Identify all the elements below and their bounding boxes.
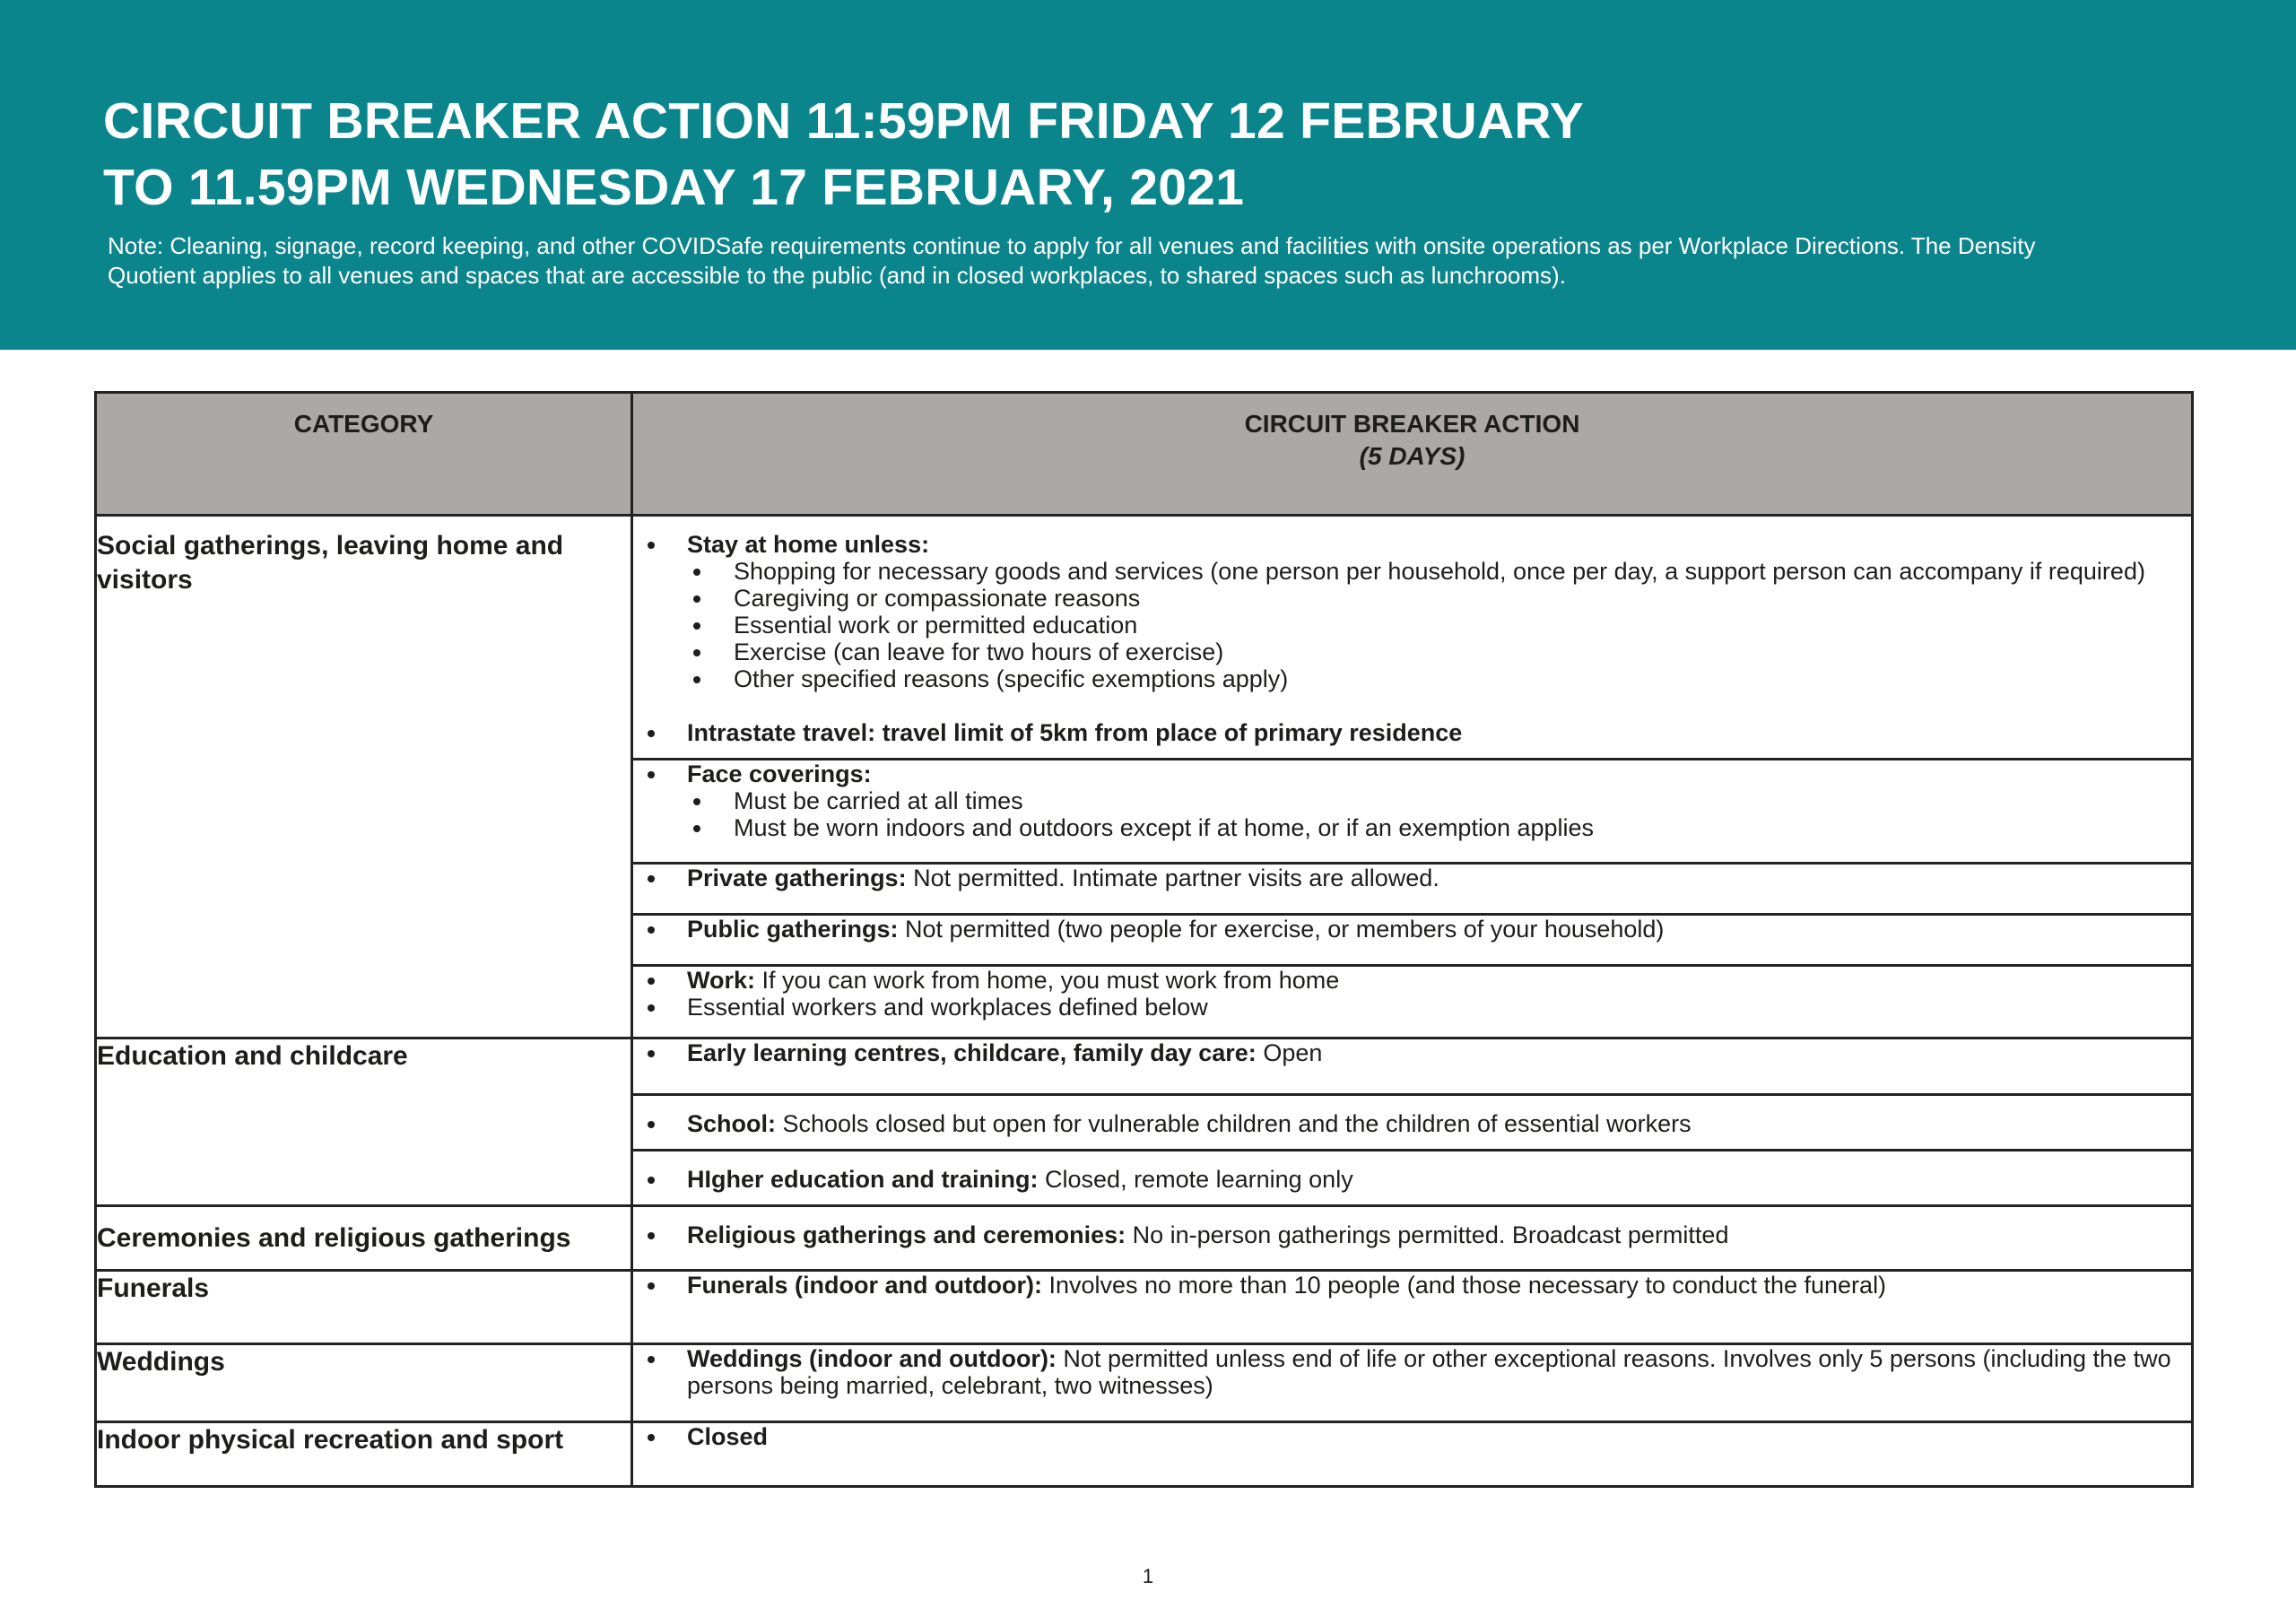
category-funerals: Funerals — [96, 1271, 632, 1344]
list-item: Shopping for necessary goods and services (one person per household, once per day, a support person can accompany if required) — [633, 558, 2191, 585]
list-item: Religious gatherings and ceremonies: No in-person gatherings permitted. Broadcast permitted — [633, 1221, 2191, 1248]
list-item: Funerals (indoor and outdoor): Involves no more than 10 people (and those necessary to conduct the funeral) — [633, 1272, 2191, 1299]
table-header-row — [96, 393, 2193, 516]
list-item: Work: If you can work from home, you must work from home — [633, 967, 2191, 994]
list-item: Early learning centres, childcare, family day care: Open — [633, 1039, 2191, 1066]
page-title — [103, 88, 1584, 221]
list-item: Private gatherings: Not permitted. Intimate partner visits are allowed. — [633, 865, 2191, 891]
list-item: Caregiving or compassionate reasons — [633, 585, 2191, 612]
category-education: Education and childcare — [96, 1038, 632, 1206]
table-row — [96, 1206, 2193, 1271]
action-early-learning — [632, 1038, 2193, 1095]
list-item: Exercise (can leave for two hours of exercise) — [633, 639, 2191, 665]
action-weddings — [632, 1344, 2193, 1422]
page-number: 1 — [1142, 1565, 1154, 1587]
category-header: CATEGORY — [96, 393, 632, 516]
action-higher-education — [632, 1151, 2193, 1206]
action-header-sub: (5 DAYS) — [1359, 442, 1465, 470]
action-stay-home — [632, 516, 2193, 760]
action-ceremonies — [632, 1206, 2193, 1271]
title-line-2: TO 11.59PM WEDNESDAY 17 FEBRUARY, 2021 — [103, 159, 1245, 216]
action-school — [632, 1095, 2193, 1151]
list-item: Weddings (indoor and outdoor): Not permitted unless end of life or other exceptional reasons. Involves only 5 persons (including the two persons being married, celebrant, two witnesses) — [633, 1345, 2191, 1399]
header-note: Note: Cleaning, signage, record keeping, and other COVIDSafe requirements continue to apply for all venues and facilities with onsite operations as per Workplace Directions. The Density Quotient applies to all venues and spaces that are accessible to the public (and in closed workplaces, to shared spaces such as lunchrooms). — [108, 232, 2036, 289]
list-item: Public gatherings: Not permitted (two people for exercise, or members of your household) — [633, 916, 2191, 943]
header-banner — [0, 0, 2296, 350]
table-row — [96, 1271, 2193, 1344]
table-row — [96, 1422, 2193, 1487]
list-item: Essential workers and workplaces defined below — [633, 994, 2191, 1021]
restrictions-table — [94, 391, 2194, 1488]
list-item: Other specified reasons (specific exemptions apply) — [633, 665, 2191, 692]
action-face-coverings — [632, 760, 2193, 864]
table-row — [96, 1038, 2193, 1095]
action-private-gatherings — [632, 864, 2193, 915]
list-item: Closed — [633, 1423, 2191, 1450]
action-funerals — [632, 1271, 2193, 1344]
list-item: Must be carried at all times — [633, 787, 2191, 814]
table-row — [96, 1344, 2193, 1422]
action-public-gatherings — [632, 915, 2193, 966]
list-item: School: Schools closed but open for vulnerable children and the children of essential workers — [633, 1110, 2191, 1137]
table-row — [96, 516, 2193, 760]
list-item: Essential work or permitted education — [633, 612, 2191, 639]
action-work — [632, 966, 2193, 1038]
category-social: Social gatherings, leaving home and visitors — [96, 516, 632, 1038]
action-indoor-recreation — [632, 1422, 2193, 1487]
category-weddings: Weddings — [96, 1344, 632, 1422]
list-item: Face coverings: — [633, 760, 2191, 787]
list-item: Stay at home unless: — [633, 531, 2191, 558]
category-indoor-recreation: Indoor physical recreation and sport — [96, 1422, 632, 1487]
list-item: Must be worn indoors and outdoors except if at home, or if an exemption applies — [633, 814, 2191, 841]
title-line-1: CIRCUIT BREAKER ACTION 11:59PM FRIDAY 12 FEBRUARY — [103, 92, 1585, 150]
list-item: Intrastate travel: travel limit of 5km from place of primary residence — [633, 719, 2191, 746]
category-ceremonies: Ceremonies and religious gatherings — [96, 1206, 632, 1271]
action-header: CIRCUIT BREAKER ACTION (5 DAYS) — [632, 393, 2193, 516]
list-item: HIgher education and training: Closed, remote learning only — [633, 1166, 2191, 1193]
